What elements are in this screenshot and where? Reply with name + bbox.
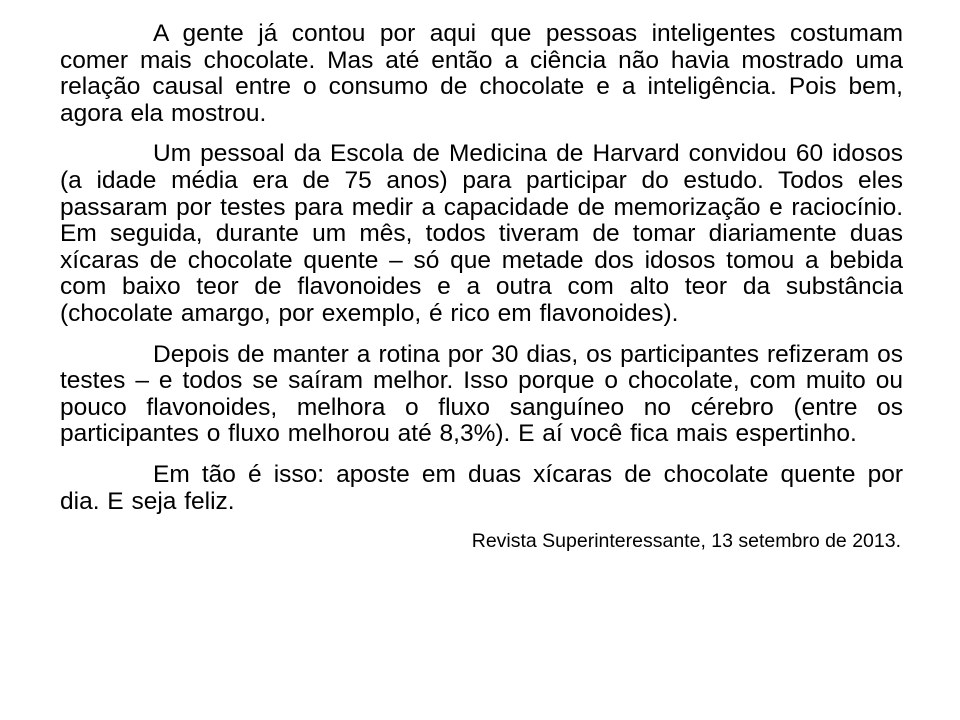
article (60, 21, 903, 553)
paragraph-1: A gente já contou por aqui que pessoas inteligentes costumam comer mais chocolate. Mas até então a ciência não havia mostrado uma relação causal entre o consumo de chocolate e a inteligência. Pois bem, agora ela mostrou. (60, 20, 903, 127)
paragraph-4: Em tão é isso: aposte em duas xícaras de chocolate quente por dia. E seja feliz. (60, 460, 903, 515)
source-citation: Revista Superinteressante, 13 setembro de 2013. (471, 530, 901, 553)
paragraph-3: Depois de manter a rotina por 30 dias, os participantes refizeram os testes – e todos se saíram melhor. Isso porque o chocolate, com muito ou pouco flavonoides, melhora o fluxo sanguíneo no cérebro (entre os participantes o fluxo melhorou até 8,3%). E aí você fica mais espertinho. (60, 340, 903, 448)
paragraph-2: Um pessoal da Escola de Medicina de Harvard convidou 60 idosos (a idade média era de 75 anos) para participar do estudo. Todos eles passaram por testes para medir a capacidade de memorização e raciocínio. Em seguida, durante um mês, todos tiveram de tomar diariamente duas xícaras de chocolate quente – só que metade dos idosos tomou a bebida com baixo teor de flavonoides e a outra com alto teor da substância (chocolate amargo, por exemplo, é rico em flavonoides). (60, 140, 903, 327)
